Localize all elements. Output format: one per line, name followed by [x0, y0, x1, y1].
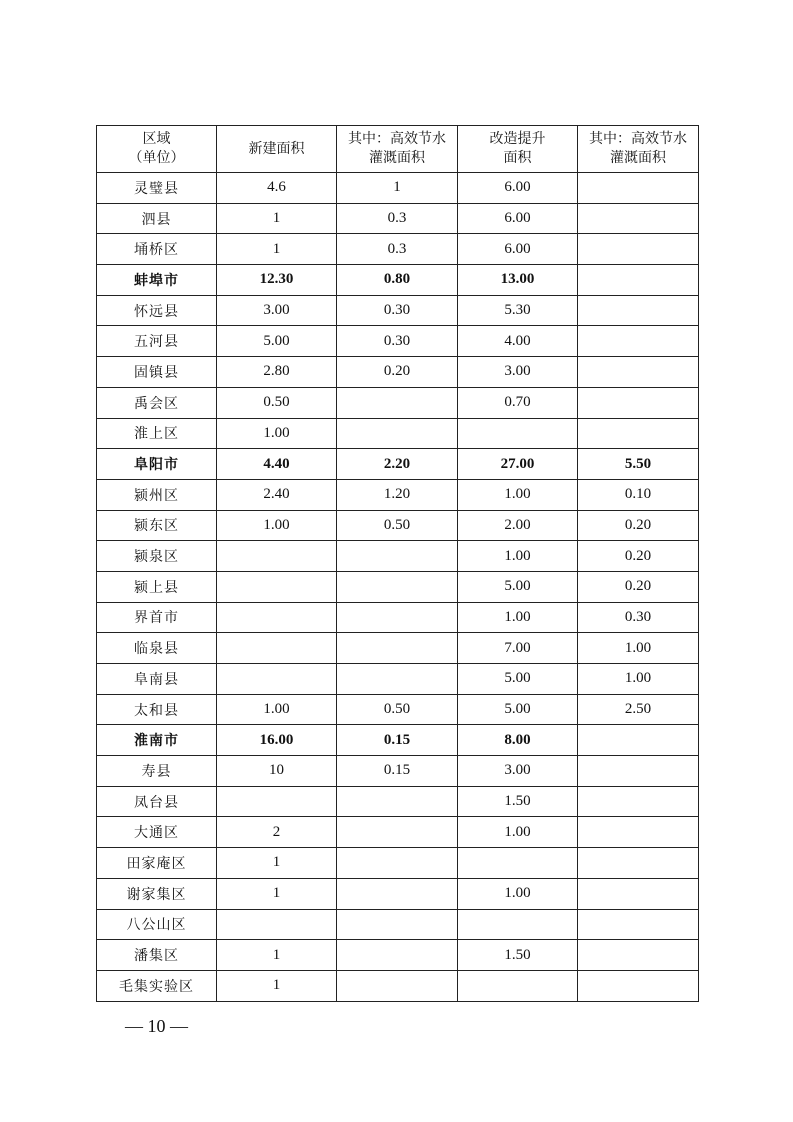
new-area-cell: 4.40	[217, 449, 337, 480]
new-efficient-irrigation-cell: 0.80	[337, 265, 458, 296]
header-upgrade-area	[458, 126, 578, 173]
region-cell: 颍东区	[97, 510, 217, 541]
table-row	[97, 970, 699, 1001]
upgrade-area-cell: 0.70	[458, 387, 578, 418]
upgrade-efficient-irrigation-cell	[578, 909, 699, 940]
upgrade-area-cell: 1.00	[458, 878, 578, 909]
upgrade-area-cell: 6.00	[458, 203, 578, 234]
new-area-cell: 2.80	[217, 357, 337, 388]
new-area-cell	[217, 541, 337, 572]
table-row	[97, 479, 699, 510]
new-efficient-irrigation-cell	[337, 970, 458, 1001]
header-new-area	[217, 126, 337, 173]
upgrade-area-cell: 2.00	[458, 510, 578, 541]
new-efficient-irrigation-cell	[337, 633, 458, 664]
new-area-cell: 2	[217, 817, 337, 848]
new-area-cell: 0.50	[217, 387, 337, 418]
upgrade-efficient-irrigation-cell: 0.20	[578, 541, 699, 572]
new-efficient-irrigation-cell	[337, 602, 458, 633]
region-cell: 泗县	[97, 203, 217, 234]
table-row	[97, 510, 699, 541]
upgrade-area-cell: 1.50	[458, 940, 578, 971]
upgrade-area-cell: 7.00	[458, 633, 578, 664]
upgrade-efficient-irrigation-cell: 0.20	[578, 571, 699, 602]
upgrade-efficient-irrigation-cell	[578, 878, 699, 909]
region-cell: 八公山区	[97, 909, 217, 940]
table-row	[97, 940, 699, 971]
header-text-line: 新建面积	[248, 140, 305, 157]
new-area-cell: 1.00	[217, 418, 337, 449]
table-row	[97, 387, 699, 418]
region-cell: 谢家集区	[97, 878, 217, 909]
upgrade-efficient-irrigation-cell	[578, 234, 699, 265]
upgrade-area-cell: 5.00	[458, 664, 578, 695]
new-efficient-irrigation-cell: 1	[337, 173, 458, 204]
region-cell: 颍泉区	[97, 541, 217, 572]
region-cell: 界首市	[97, 602, 217, 633]
subtotal-row	[97, 725, 699, 756]
data-table	[96, 125, 699, 1002]
header-text-line: 其中：高效节水	[589, 131, 687, 147]
header-text-line: 面积	[503, 150, 532, 166]
new-efficient-irrigation-cell	[337, 571, 458, 602]
upgrade-area-cell: 13.00	[458, 265, 578, 296]
new-efficient-irrigation-cell: 0.20	[337, 357, 458, 388]
upgrade-area-cell: 1.00	[458, 602, 578, 633]
region-cell: 毛集实验区	[97, 970, 217, 1001]
region-cell: 淮上区	[97, 418, 217, 449]
upgrade-efficient-irrigation-cell	[578, 817, 699, 848]
region-cell: 埇桥区	[97, 234, 217, 265]
new-area-cell: 16.00	[217, 725, 337, 756]
table-row	[97, 418, 699, 449]
upgrade-area-cell: 3.00	[458, 357, 578, 388]
new-efficient-irrigation-cell: 2.20	[337, 449, 458, 480]
upgrade-efficient-irrigation-cell: 1.00	[578, 633, 699, 664]
new-area-cell	[217, 602, 337, 633]
upgrade-efficient-irrigation-cell	[578, 848, 699, 879]
table-row	[97, 541, 699, 572]
upgrade-efficient-irrigation-cell: 5.50	[578, 449, 699, 480]
region-cell: 五河县	[97, 326, 217, 357]
region-cell: 凤台县	[97, 786, 217, 817]
new-efficient-irrigation-cell	[337, 940, 458, 971]
new-area-cell: 1.00	[217, 694, 337, 725]
header-text-line: 灌溉面积	[369, 150, 425, 166]
table-row	[97, 357, 699, 388]
table-row	[97, 295, 699, 326]
table-row	[97, 602, 699, 633]
upgrade-area-cell	[458, 909, 578, 940]
upgrade-efficient-irrigation-cell: 0.10	[578, 479, 699, 510]
upgrade-efficient-irrigation-cell	[578, 418, 699, 449]
new-area-cell: 5.00	[217, 326, 337, 357]
table-row	[97, 234, 699, 265]
header-text-line: 区域	[142, 131, 171, 147]
new-efficient-irrigation-cell	[337, 817, 458, 848]
header-new-efficient-irrigation	[337, 126, 458, 173]
upgrade-efficient-irrigation-cell	[578, 357, 699, 388]
upgrade-area-cell: 8.00	[458, 725, 578, 756]
upgrade-area-cell: 6.00	[458, 173, 578, 204]
new-efficient-irrigation-cell	[337, 878, 458, 909]
upgrade-efficient-irrigation-cell	[578, 387, 699, 418]
region-cell: 阜南县	[97, 664, 217, 695]
new-area-cell	[217, 633, 337, 664]
table-row	[97, 756, 699, 787]
table-row	[97, 203, 699, 234]
region-cell: 灵璧县	[97, 173, 217, 204]
region-cell: 阜阳市	[97, 449, 217, 480]
table-row	[97, 571, 699, 602]
region-cell: 淮南市	[97, 725, 217, 756]
table-row	[97, 878, 699, 909]
upgrade-area-cell	[458, 970, 578, 1001]
upgrade-efficient-irrigation-cell: 0.20	[578, 510, 699, 541]
table-row	[97, 326, 699, 357]
upgrade-efficient-irrigation-cell	[578, 203, 699, 234]
new-efficient-irrigation-cell	[337, 909, 458, 940]
upgrade-efficient-irrigation-cell	[578, 970, 699, 1001]
subtotal-row	[97, 265, 699, 296]
subtotal-row	[97, 449, 699, 480]
upgrade-area-cell: 1.00	[458, 479, 578, 510]
upgrade-efficient-irrigation-cell	[578, 295, 699, 326]
new-efficient-irrigation-cell: 0.15	[337, 756, 458, 787]
region-cell: 大通区	[97, 817, 217, 848]
new-area-cell: 1.00	[217, 510, 337, 541]
new-efficient-irrigation-cell	[337, 664, 458, 695]
new-area-cell: 1	[217, 203, 337, 234]
new-efficient-irrigation-cell: 0.3	[337, 234, 458, 265]
table-row	[97, 664, 699, 695]
table-body	[97, 173, 699, 1002]
upgrade-area-cell: 27.00	[458, 449, 578, 480]
table-row	[97, 848, 699, 879]
upgrade-area-cell	[458, 418, 578, 449]
new-area-cell: 12.30	[217, 265, 337, 296]
region-cell: 田家庵区	[97, 848, 217, 879]
upgrade-area-cell: 1.50	[458, 786, 578, 817]
upgrade-efficient-irrigation-cell	[578, 756, 699, 787]
header-region	[97, 126, 217, 173]
new-area-cell: 1	[217, 234, 337, 265]
region-cell: 潘集区	[97, 940, 217, 971]
new-area-cell: 10	[217, 756, 337, 787]
new-area-cell: 2.40	[217, 479, 337, 510]
new-efficient-irrigation-cell: 0.3	[337, 203, 458, 234]
region-cell: 禹会区	[97, 387, 217, 418]
region-cell: 寿县	[97, 756, 217, 787]
header-text-line: 其中：高效节水	[348, 131, 446, 147]
new-area-cell	[217, 571, 337, 602]
upgrade-area-cell: 5.30	[458, 295, 578, 326]
new-efficient-irrigation-cell	[337, 541, 458, 572]
new-area-cell: 3.00	[217, 295, 337, 326]
new-efficient-irrigation-cell	[337, 848, 458, 879]
new-efficient-irrigation-cell: 1.20	[337, 479, 458, 510]
table-row	[97, 817, 699, 848]
region-cell: 蚌埠市	[97, 265, 217, 296]
table-row	[97, 633, 699, 664]
new-efficient-irrigation-cell: 0.15	[337, 725, 458, 756]
new-efficient-irrigation-cell: 0.30	[337, 295, 458, 326]
header-text-line: （单位）	[128, 150, 185, 166]
new-area-cell: 4.6	[217, 173, 337, 204]
upgrade-efficient-irrigation-cell: 1.00	[578, 664, 699, 695]
region-cell: 颍上县	[97, 571, 217, 602]
upgrade-efficient-irrigation-cell	[578, 940, 699, 971]
new-efficient-irrigation-cell	[337, 786, 458, 817]
upgrade-area-cell: 1.00	[458, 817, 578, 848]
new-area-cell: 1	[217, 940, 337, 971]
upgrade-area-cell: 5.00	[458, 571, 578, 602]
upgrade-efficient-irrigation-cell	[578, 265, 699, 296]
region-cell: 固镇县	[97, 357, 217, 388]
new-area-cell	[217, 664, 337, 695]
upgrade-efficient-irrigation-cell	[578, 725, 699, 756]
upgrade-efficient-irrigation-cell: 2.50	[578, 694, 699, 725]
new-efficient-irrigation-cell: 0.30	[337, 326, 458, 357]
new-efficient-irrigation-cell	[337, 418, 458, 449]
new-efficient-irrigation-cell: 0.50	[337, 694, 458, 725]
header-text-line: 灌溉面积	[610, 150, 666, 166]
new-area-cell: 1	[217, 878, 337, 909]
header-upgrade-efficient-irrigation	[578, 126, 699, 173]
upgrade-area-cell: 5.00	[458, 694, 578, 725]
region-cell: 怀远县	[97, 295, 217, 326]
new-efficient-irrigation-cell: 0.50	[337, 510, 458, 541]
upgrade-efficient-irrigation-cell	[578, 173, 699, 204]
upgrade-area-cell	[458, 848, 578, 879]
upgrade-area-cell: 6.00	[458, 234, 578, 265]
header-text-line: 改造提升	[489, 131, 546, 147]
table-row	[97, 786, 699, 817]
new-area-cell	[217, 909, 337, 940]
new-area-cell	[217, 786, 337, 817]
upgrade-efficient-irrigation-cell	[578, 786, 699, 817]
table-header	[97, 126, 699, 173]
page-number: — 10 —	[125, 1016, 188, 1036]
upgrade-area-cell: 3.00	[458, 756, 578, 787]
region-cell: 颍州区	[97, 479, 217, 510]
region-cell: 临泉县	[97, 633, 217, 664]
new-area-cell: 1	[217, 970, 337, 1001]
table-row	[97, 909, 699, 940]
upgrade-efficient-irrigation-cell	[578, 326, 699, 357]
table-row	[97, 173, 699, 204]
new-efficient-irrigation-cell	[337, 387, 458, 418]
header-row	[97, 126, 699, 173]
new-area-cell: 1	[217, 848, 337, 879]
region-cell: 太和县	[97, 694, 217, 725]
table-row	[97, 694, 699, 725]
upgrade-efficient-irrigation-cell: 0.30	[578, 602, 699, 633]
upgrade-area-cell: 4.00	[458, 326, 578, 357]
upgrade-area-cell: 1.00	[458, 541, 578, 572]
